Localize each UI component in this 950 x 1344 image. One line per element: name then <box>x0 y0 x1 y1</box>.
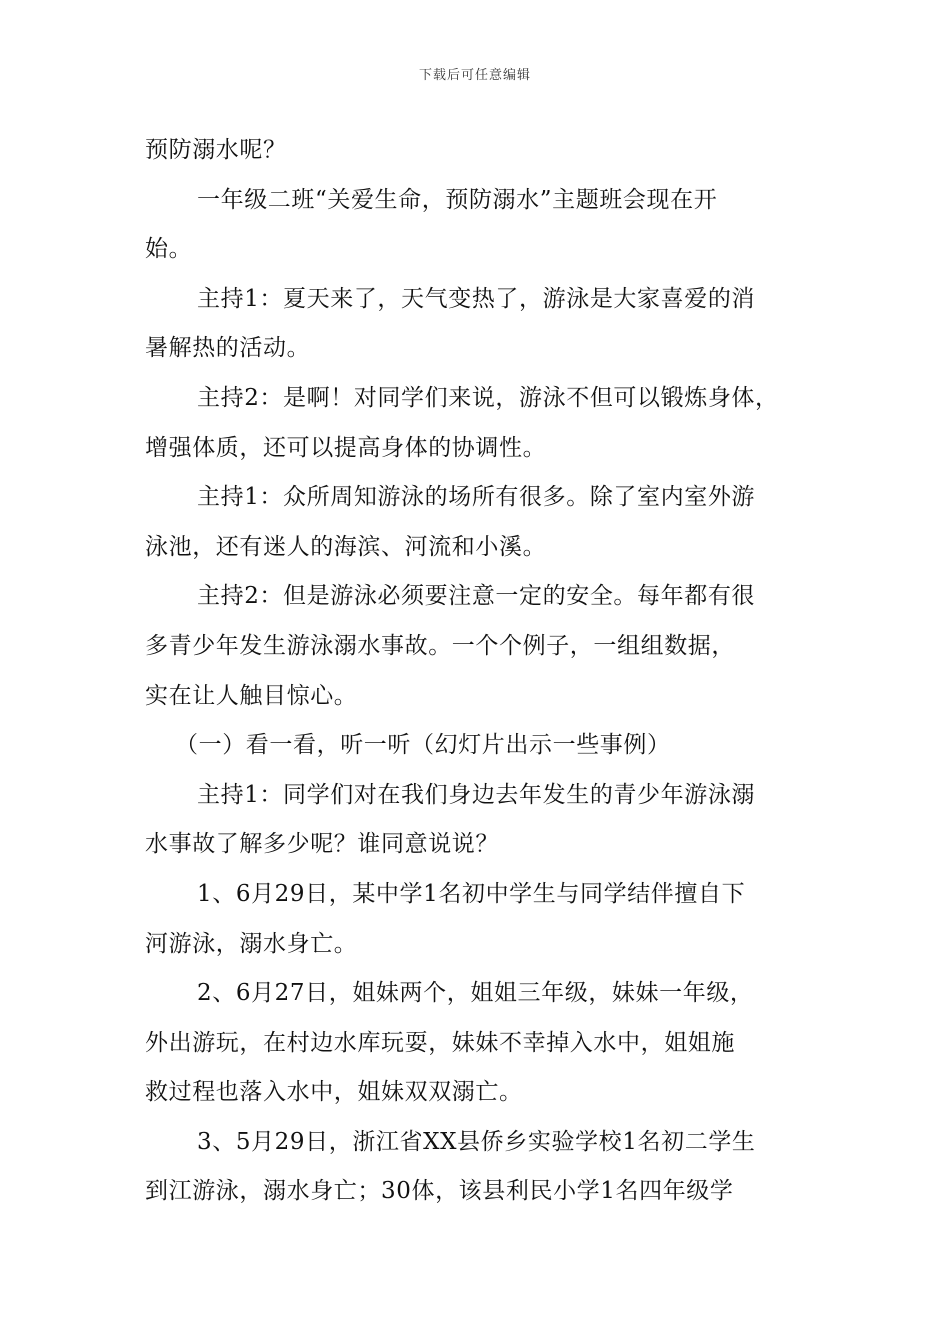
paragraph-line: 一年级二班“关爱生命，预防溺水”主题班会现在开 <box>197 186 718 213</box>
paragraph-line: 泳池，还有迷人的海滨、河流和小溪。 <box>145 533 547 560</box>
paragraph-line: 主持2：但是游泳必须要注意一定的安全。每年都有很 <box>197 583 756 610</box>
paragraph-line: 暑解热的活动。 <box>145 335 311 362</box>
paragraph-line: 始。 <box>145 236 193 263</box>
paragraph-line: 主持1：夏天来了，天气变热了，游泳是大家喜爱的消 <box>197 285 756 312</box>
paragraph-line: 多青少年发生游泳溺水事故。一个个例子，一组组数据， <box>145 632 735 659</box>
paragraph-line: 主持1：众所周知游泳的场所有很多。除了室内室外游 <box>197 484 756 511</box>
paragraph-line: 1、6月29日，某中学1名初中学生与同学结伴擅自下 <box>197 880 746 907</box>
paragraph-line: 实在让人触目惊心。 <box>145 682 358 709</box>
paragraph-line: 3、5月29日，浙江省XX县侨乡实验学校1名初二学生 <box>197 1128 756 1155</box>
paragraph-line: 救过程也落入水中，姐妹双双溺亡。 <box>145 1079 523 1106</box>
paragraph-line: 外出游玩，在村边水库玩耍，妹妹不幸掉入水中，姐姐施 <box>145 1029 735 1056</box>
page-header: 下载后可任意编辑 <box>418 68 531 83</box>
paragraph-line: 主持1：同学们对在我们身边去年发生的青少年游泳溺 <box>197 781 756 808</box>
document-body <box>145 126 813 1217</box>
paragraph-line: 增强体质，还可以提高身体的协调性。 <box>145 434 547 461</box>
paragraph-line: 河游泳，溺水身亡。 <box>145 930 358 957</box>
paragraph-line: 2、6月27日，姐妹两个，姐姐三年级，妹妹一年级， <box>197 980 754 1007</box>
paragraph-line: 到江游泳，溺水身亡；30体，该县利民小学1名四年级学 <box>145 1178 734 1205</box>
paragraph-line: 主持2：是啊！对同学们来说，游泳不但可以锻炼身体， <box>197 384 779 411</box>
paragraph-line: 水事故了解多少呢？谁同意说说？ <box>145 831 499 858</box>
paragraph-line: 预防溺水呢？ <box>145 137 287 163</box>
section-heading: （一）看一看，听一听（幻灯片出示一些事例） <box>175 732 671 759</box>
